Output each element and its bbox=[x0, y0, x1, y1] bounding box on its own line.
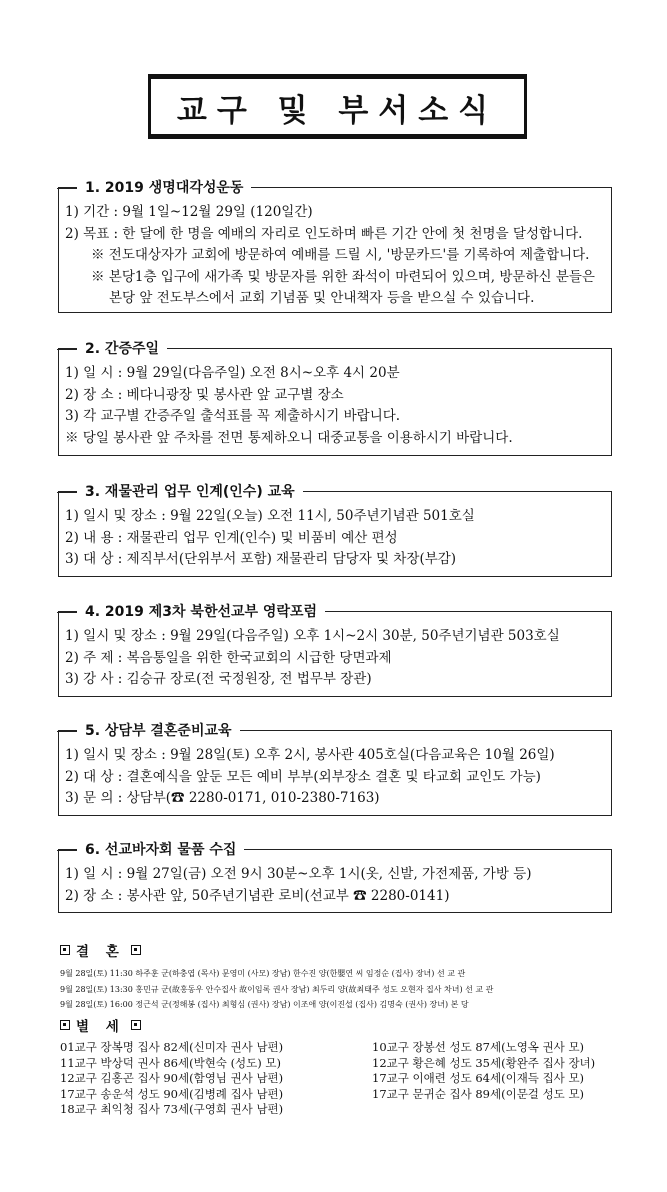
list-item: 9월 28일(토) 16:00 정근석 군(정해봉 (집사) 최형심 (권사) 장남) 이조애 양(이진섭 (집사) 김명숙 (권사) 장녀) 본 당 bbox=[60, 1000, 469, 1009]
section-line: 2) 내 용 : 재물관리 업무 인계(인수) 및 비품비 예산 편성 bbox=[65, 529, 398, 546]
list-item: 17교구 송운석 성도 90세(김병례 집사 남편) bbox=[60, 1086, 284, 1101]
section-line: 3) 각 교구별 간증주일 출석표를 꼭 제출하시기 바랍니다. bbox=[65, 408, 401, 424]
section-testimony-sunday bbox=[58, 341, 612, 456]
section-line: 1) 일 시 : 9월 29일(다음주일) 오전 8시~오후 4시 20분 bbox=[65, 365, 400, 381]
section-line: 1) 일시 및 장소 : 9월 28일(토) 오후 2시, 봉사관 405호실(다음교육은 10월 26일) bbox=[65, 747, 555, 763]
section-line: 3) 대 상 : 제직부서(단위부서 포함) 재물관리 담당자 및 차장(부감) bbox=[65, 551, 457, 567]
section-asset-training bbox=[58, 484, 612, 577]
section-heading: 1. 2019 생명대각성운동 bbox=[77, 179, 251, 197]
section-heading: 2. 간증주일 bbox=[77, 340, 167, 358]
section-line: 1) 기간 : 9월 1일~12월 29일 (120일간) bbox=[65, 204, 313, 220]
section-line: 2) 장 소 : 베다니광장 및 봉사관 앞 교구별 장소 bbox=[65, 386, 344, 403]
section-note: ※ 전도대상자가 교회에 방문하여 예배를 드릴 시, '방문카드'를 기록하여 제출합니다. bbox=[91, 247, 590, 263]
page-title: 교구 및 부서소식 bbox=[148, 74, 527, 139]
section-note: ※ 본당1층 입구에 새가족 및 방문자를 위한 좌석이 마련되어 있으며, 방문하신 분들은 bbox=[91, 268, 595, 285]
square-bullet-icon bbox=[60, 945, 70, 955]
death-heading: 별 세 bbox=[60, 1015, 141, 1035]
section-line: 2) 주 제 : 복음통일을 위한 한국교회의 시급한 당면과제 bbox=[65, 649, 392, 666]
square-bullet-icon bbox=[131, 945, 141, 955]
list-item: 01교구 장복명 집사 82세(신미자 권사 남편) bbox=[60, 1040, 284, 1054]
section-note: ※ 당일 봉사관 앞 주차를 전면 통제하오니 대중교통을 이용하시기 바랍니다. bbox=[65, 429, 513, 446]
section-heading: 5. 상담부 결혼준비교육 bbox=[77, 722, 240, 740]
section-line: 2) 대 상 : 결혼예식을 앞둔 모든 예비 부부(외부장소 결혼 및 타교회 교인도 가능) bbox=[65, 768, 541, 785]
death-list-left bbox=[60, 1040, 283, 1118]
section-heading: 6. 선교바자회 물품 수집 bbox=[77, 841, 244, 859]
list-item: 12교구 김홍곤 집사 90세(함영님 권사 남편) bbox=[60, 1071, 284, 1085]
wedding-heading: 결 혼 bbox=[60, 940, 141, 960]
death-list-right bbox=[372, 1040, 595, 1102]
wedding-list bbox=[60, 966, 650, 1013]
section-line: 3) 문 의 : 상담부(☎ 2280-0171, 010-2380-7163) bbox=[65, 790, 380, 806]
section-line: 2) 목표 : 한 달에 한 명을 예배의 자리로 인도하며 빠른 기간 안에 첫 천명을 달성합니다. bbox=[65, 225, 583, 242]
section-heading: 3. 재물관리 업무 인계(인수) 교육 bbox=[77, 483, 303, 501]
list-item: 12교구 황은혜 성도 35세(황완주 집사 장녀) bbox=[372, 1055, 596, 1070]
title-area bbox=[0, 74, 667, 139]
section-forum bbox=[58, 604, 612, 697]
section-note: 본당 앞 전도부스에서 교회 기념품 및 안내책자 등을 받으실 수 있습니다. bbox=[109, 290, 535, 306]
list-item: 9월 28일(토) 11:30 하주훈 군(하충엽 (목사) 문영미 (사모) 장남) 한수진 양(한嬰연 씨 임정순 (집사) 장녀) 선 교 관 bbox=[60, 969, 466, 978]
square-bullet-icon bbox=[131, 1020, 141, 1030]
section-line: 1) 일시 및 장소 : 9월 22일(오늘) 오전 11시, 50주년기념관 501호실 bbox=[65, 508, 475, 524]
list-item: 9월 28일(토) 13:30 홍민규 군(故홍동우 안수집사 故이임록 권사 장남) 최두리 양(故최태주 성도 오현자 집사 차녀) 선 교 관 bbox=[60, 984, 494, 994]
square-bullet-icon bbox=[60, 1020, 70, 1030]
list-item: 10교구 장봉선 성도 87세(노영옥 권사 모) bbox=[372, 1040, 585, 1054]
list-item: 17교구 이애련 성도 64세(이재득 집사 모) bbox=[372, 1071, 585, 1085]
section-line: 1) 일시 및 장소 : 9월 29일(다음주일) 오후 1시~2시 30분, 50주년기념관 503호실 bbox=[65, 628, 560, 644]
section-line: 2) 장 소 : 봉사관 앞, 50주년기념관 로비(선교부 ☎ 2280-0141) bbox=[65, 887, 450, 904]
section-line: 1) 일 시 : 9월 27일(금) 오전 9시 30분~오후 1시(옷, 신발, 가전제품, 가방 등) bbox=[65, 866, 532, 882]
list-item: 18교구 최익청 집사 73세(구영희 권사 남편) bbox=[60, 1102, 284, 1116]
section-campaign bbox=[58, 180, 612, 313]
list-item: 17교구 문귀순 집사 89세(이문걸 성도 모) bbox=[372, 1086, 585, 1101]
section-bazaar bbox=[58, 842, 612, 913]
section-line: 3) 강 사 : 김승규 장로(전 국정원장, 전 법무부 장관) bbox=[65, 671, 372, 687]
list-item: 11교구 박상덕 권사 86세(박현숙 (성도) 모) bbox=[60, 1055, 282, 1070]
section-marriage-prep bbox=[58, 723, 612, 816]
section-heading: 4. 2019 제3차 북한선교부 영락포럼 bbox=[77, 603, 325, 621]
